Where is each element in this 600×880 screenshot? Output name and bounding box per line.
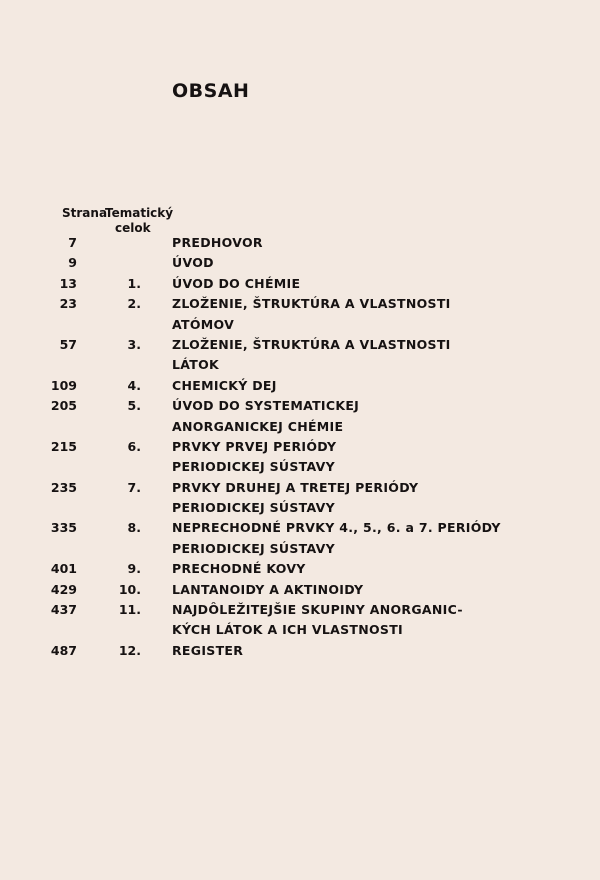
toc-row (0, 643, 600, 663)
toc-page-number: 109 (50, 377, 77, 393)
toc-entry-title: NAJDÔLEŽITEJŠIE SKUPINY ANORGANIC- (172, 602, 463, 618)
toc-row (0, 459, 600, 479)
toc-row (0, 255, 600, 275)
toc-unit-number: 11. (118, 602, 141, 618)
toc-unit-number: 12. (118, 642, 141, 658)
toc-entry-title: LÁTOK (172, 357, 220, 373)
toc-entry-title: CHEMICKÝ DEJ (172, 377, 277, 393)
toc-page-number: 235 (50, 479, 77, 495)
toc-unit-number: 10. (118, 581, 141, 597)
toc-entry-title: ÚVOD DO SYSTEMATICKEJ (172, 398, 360, 414)
toc-entry-title: ÚVOD (172, 255, 214, 271)
toc-unit-number: 4. (127, 377, 141, 393)
toc-page-number: 335 (50, 520, 77, 536)
toc-entry-title: PRVKY DRUHEJ A TRETEJ PERIÓDY (172, 479, 419, 495)
toc-entry-title: ANORGANICKEJ CHÉMIE (172, 418, 344, 434)
toc-row (0, 419, 600, 439)
toc-entry-title: LANTANOIDY A AKTINOIDY (172, 581, 364, 597)
toc-row (0, 480, 600, 500)
toc-page-number: 429 (50, 581, 77, 597)
toc-unit-number: 6. (127, 438, 141, 454)
toc-entry-title: NEPRECHODNÉ PRVKY 4., 5., 6. a 7. PERIÓDY (172, 520, 501, 536)
header-unit: Tematický (105, 206, 174, 220)
toc-row (0, 602, 600, 622)
toc-row (0, 561, 600, 581)
toc-page-number: 7 (68, 235, 77, 250)
toc-row (0, 541, 600, 561)
toc-page-number: 57 (59, 336, 77, 352)
header-unit-line2: celok (115, 221, 151, 235)
toc-unit-number: 2. (127, 296, 141, 312)
toc-page-number: 205 (50, 398, 77, 414)
toc-entry-title: PREDHOVOR (172, 235, 263, 250)
page-title: OBSAH (172, 80, 250, 102)
toc-entry-title: ZLOŽENIE, ŠTRUKTÚRA A VLASTNOSTI (172, 296, 451, 312)
toc-unit-number: 9. (127, 561, 141, 577)
toc-row (0, 582, 600, 602)
toc-row (0, 235, 600, 255)
toc-unit-number: 8. (127, 520, 141, 536)
header-page: Strana (62, 206, 108, 220)
toc-unit-number: 1. (127, 275, 141, 291)
toc-entry-title: ÚVOD DO CHÉMIE (172, 275, 301, 291)
toc-row (0, 622, 600, 642)
toc-entry-title: PERIODICKEJ SÚSTAVY (172, 459, 335, 475)
toc-entry-title: KÝCH LÁTOK A ICH VLASTNOSTI (172, 622, 404, 638)
toc-row (0, 439, 600, 459)
toc-row (0, 520, 600, 540)
toc-unit-number: 3. (127, 336, 141, 352)
toc-entry-title: PERIODICKEJ SÚSTAVY (172, 540, 335, 556)
toc-page-number: 9 (68, 255, 77, 271)
toc-row (0, 296, 600, 316)
toc-entry-title: ZLOŽENIE, ŠTRUKTÚRA A VLASTNOSTI (172, 336, 451, 352)
toc-page-number: 23 (59, 296, 77, 312)
toc-row (0, 398, 600, 418)
toc-row (0, 378, 600, 398)
table-of-contents (0, 235, 600, 663)
toc-unit-number: 7. (127, 479, 141, 495)
toc-row (0, 357, 600, 377)
toc-entry-title: PRVKY PRVEJ PERIÓDY (172, 438, 337, 454)
toc-unit-number: 5. (127, 398, 141, 414)
toc-entry-title: REGISTER (172, 642, 244, 658)
toc-row (0, 317, 600, 337)
toc-page-number: 13 (59, 275, 77, 291)
toc-row (0, 337, 600, 357)
toc-row (0, 276, 600, 296)
toc-entry-title: ATÓMOV (172, 316, 235, 332)
toc-page-number: 401 (50, 561, 77, 577)
toc-page-number: 487 (50, 642, 77, 658)
toc-entry-title: PRECHODNÉ KOVY (172, 561, 306, 577)
toc-entry-title: PERIODICKEJ SÚSTAVY (172, 500, 335, 516)
toc-row (0, 500, 600, 520)
toc-page-number: 215 (50, 438, 77, 454)
toc-page-number: 437 (50, 602, 77, 618)
